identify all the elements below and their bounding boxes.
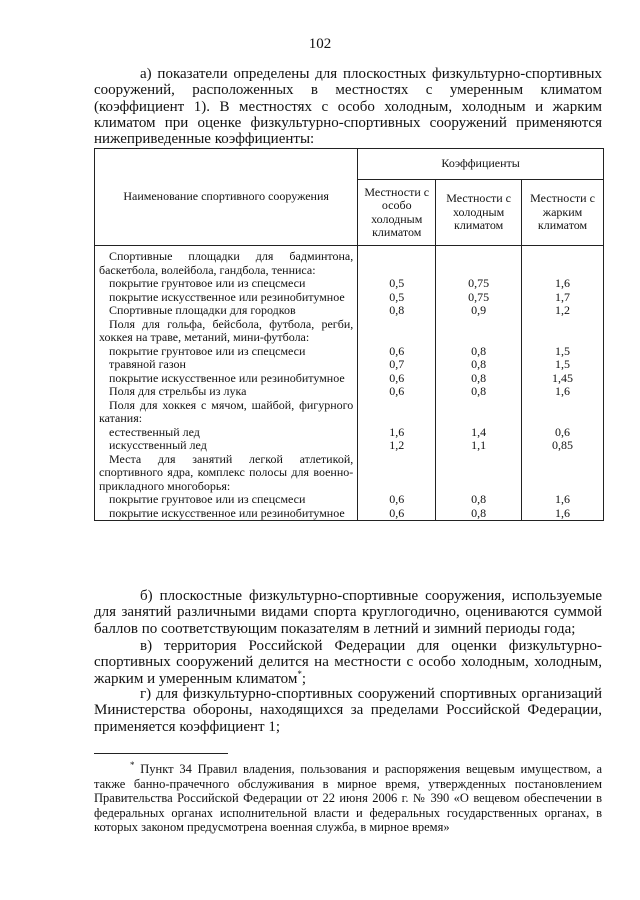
- coefficients-table: [94, 148, 604, 521]
- row-value-v3: [522, 318, 604, 345]
- paragraph-g: г) для физкультурно-спортивных сооружений спортивных организаций Министерства обороны, находящихся за пределами Российской Федерации, применяется коэффициент 1;: [94, 686, 602, 735]
- table-row: [95, 507, 604, 521]
- row-value-v2: [436, 399, 522, 426]
- header-col-cold: Местности с холодным климатом: [436, 180, 522, 246]
- footnote-ref: *: [297, 668, 302, 679]
- row-name: Спортивные площадки для городков: [95, 304, 358, 318]
- row-value-v1: 0,8: [358, 304, 436, 318]
- table-row: [95, 439, 604, 453]
- row-name: естественный лед: [95, 426, 358, 440]
- row-value-v1: 0,5: [358, 277, 436, 291]
- footnote-divider: [94, 753, 228, 754]
- footnote: [94, 759, 603, 835]
- row-value-v3: 1,45: [522, 372, 604, 386]
- row-value-v3: 1,6: [522, 507, 604, 521]
- row-value-v3: 0,6: [522, 426, 604, 440]
- row-value-v1: 0,6: [358, 345, 436, 359]
- row-name: Поля для гольфа, бейсбола, футбола, регби, хоккея на траве, метаний, мини-футбола:: [95, 318, 358, 345]
- table-row: [95, 358, 604, 372]
- row-value-v1: 0,5: [358, 291, 436, 305]
- table-row: [95, 318, 604, 345]
- table-row: [95, 426, 604, 440]
- header-name: Наименование спортивного сооружения: [95, 149, 358, 246]
- row-value-v2: 0,8: [436, 507, 522, 521]
- intro-paragraph: а) показатели определены для плоскостных физкультурно-спортивных сооружений, расположенных в местностях с умеренным климатом (коэффициент 1). В местностях с особо холодным, холодным и жарким климатом при оценке физкультурно-спортивных сооружений применяются нижеприведенные коэффициенты:: [94, 66, 602, 148]
- row-value-v1: 0,6: [358, 507, 436, 521]
- row-name: Поля для хоккея с мячом, шайбой, фигурного катания:: [95, 399, 358, 426]
- row-name: Места для занятий легкой атлетикой, спортивного ядра, комплекс полосы для военно-прикладного многоборья:: [95, 453, 358, 494]
- row-name: покрытие грунтовое или из спецсмеси: [95, 493, 358, 507]
- paragraph-v-end: ;: [301, 670, 307, 687]
- header-group: Коэффициенты: [358, 149, 604, 180]
- row-value-v2: 0,9: [436, 304, 522, 318]
- header-col-very-cold: Местности с особо холодным климатом: [358, 180, 436, 246]
- row-value-v2: 0,8: [436, 493, 522, 507]
- row-value-v1: 1,2: [358, 439, 436, 453]
- row-value-v1: 0,6: [358, 385, 436, 399]
- row-value-v1: 1,6: [358, 426, 436, 440]
- table-row: [95, 345, 604, 359]
- row-value-v2: 1,1: [436, 439, 522, 453]
- row-value-v3: [522, 453, 604, 494]
- row-value-v1: 0,6: [358, 372, 436, 386]
- row-value-v1: 0,7: [358, 358, 436, 372]
- row-value-v3: 1,6: [522, 385, 604, 399]
- row-value-v2: 0,75: [436, 277, 522, 291]
- row-value-v1: [358, 246, 436, 278]
- row-value-v3: 1,6: [522, 277, 604, 291]
- row-name: травяной газон: [95, 358, 358, 372]
- row-value-v3: 1,5: [522, 345, 604, 359]
- table-row: [95, 246, 604, 278]
- table-row: [95, 291, 604, 305]
- row-value-v3: 1,2: [522, 304, 604, 318]
- paragraph-v: [94, 638, 602, 687]
- footnote-mark: *: [130, 759, 135, 770]
- row-value-v2: 0,8: [436, 385, 522, 399]
- header-col-hot: Местности с жарким климатом: [522, 180, 604, 246]
- row-value-v1: [358, 318, 436, 345]
- row-name: покрытие грунтовое или из спецсмеси: [95, 277, 358, 291]
- row-value-v2: [436, 246, 522, 278]
- row-value-v3: 1,6: [522, 493, 604, 507]
- row-value-v2: 0,8: [436, 372, 522, 386]
- row-name: покрытие искусственное или резинобитумное: [95, 291, 358, 305]
- row-value-v2: 0,8: [436, 358, 522, 372]
- paragraph-v-text: в) территория Российской Федерации для оценки физкультурно-спортивных сооружений делится на местности с особо холодным, холодным, жарким и умеренным климатом: [94, 638, 602, 687]
- row-value-v2: 0,8: [436, 345, 522, 359]
- row-name: покрытие искусственное или резинобитумное: [95, 507, 358, 521]
- row-value-v3: 0,85: [522, 439, 604, 453]
- row-name: покрытие грунтовое или из спецсмеси: [95, 345, 358, 359]
- table-body: [95, 246, 604, 521]
- row-value-v3: 1,5: [522, 358, 604, 372]
- table-row: [95, 453, 604, 494]
- row-name: Поля для стрельбы из лука: [95, 385, 358, 399]
- table-row: [95, 385, 604, 399]
- table-row: [95, 304, 604, 318]
- row-value-v2: [436, 453, 522, 494]
- row-name: покрытие искусственное или резинобитумное: [95, 372, 358, 386]
- row-value-v1: 0,6: [358, 493, 436, 507]
- paragraph-b: б) плоскостные физкультурно-спортивные сооружения, используемые для занятий различными видами спорта круглогодично, оцениваются суммой баллов по соответствующим показателям в летний и зимний периоды года;: [94, 588, 602, 637]
- row-value-v3: 1,7: [522, 291, 604, 305]
- page-number: 102: [308, 36, 332, 52]
- table-row: [95, 493, 604, 507]
- row-value-v3: [522, 399, 604, 426]
- row-value-v3: [522, 246, 604, 278]
- table-row: [95, 372, 604, 386]
- row-value-v1: [358, 399, 436, 426]
- row-name: искусственный лед: [95, 439, 358, 453]
- row-value-v2: [436, 318, 522, 345]
- row-value-v1: [358, 453, 436, 494]
- footnote-text: Пункт 34 Правил владения, пользования и распоряжения вещевым имуществом, а также банно-прачечного обслуживания в мирное время, утвержденных постановлением Правительства Российской Федерации от 22 июня 2006 г. № 390 «О вещевом обеспечении в федеральных органах исполнительной власти и федеральных государственных органах, в которых законом предусмотрена военная служба, в мирное время»: [94, 762, 603, 834]
- table-row: [95, 277, 604, 291]
- table-row: [95, 399, 604, 426]
- row-name: Спортивные площадки для бадминтона, баскетбола, волейбола, гандбола, тенниса:: [95, 246, 358, 278]
- row-value-v2: 0,75: [436, 291, 522, 305]
- row-value-v2: 1,4: [436, 426, 522, 440]
